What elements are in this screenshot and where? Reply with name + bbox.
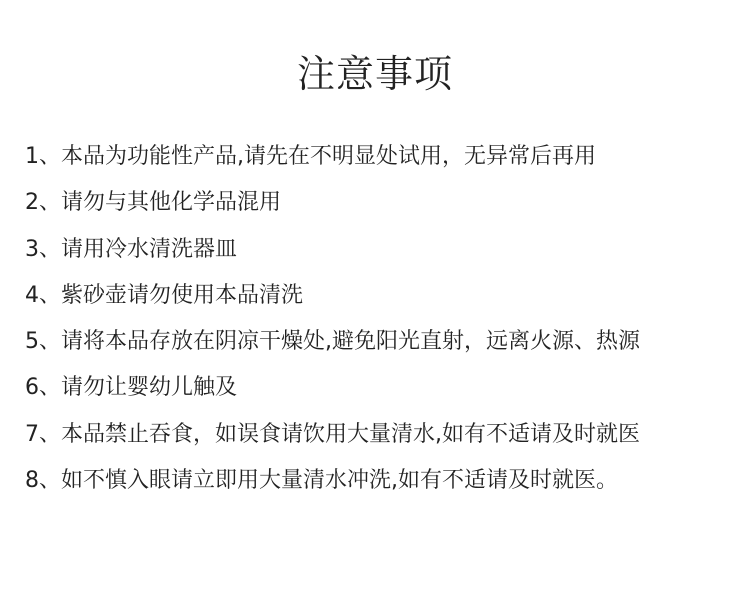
note-item-2: 2、请勿与其他化学品混用 (25, 190, 281, 216)
note-item-4: 4、紫砂壶请勿使用本品清洗 (25, 282, 303, 308)
page-title: 注意事项 (296, 52, 453, 96)
note-item-1: 1、本品为功能性产品,请先在不明显处试用，无异常后再用 (25, 144, 596, 169)
notes-list (25, 134, 725, 504)
note-item-7: 7、本品禁止吞食，如误食请饮用大量清水,如有不适请及时就医 (25, 421, 640, 447)
note-item-5: 5、请将本品存放在阴凉干燥处,避免阳光直射，远离火源、热源 (25, 329, 640, 355)
note-item-6: 6、请勿让婴幼儿触及 (25, 375, 237, 401)
note-item-3: 3、请用冷水清洗器皿 (25, 236, 237, 262)
note-item-8: 8、如不慎入眼请立即用大量清水冲洗,如有不适请及时就医。 (25, 468, 618, 494)
